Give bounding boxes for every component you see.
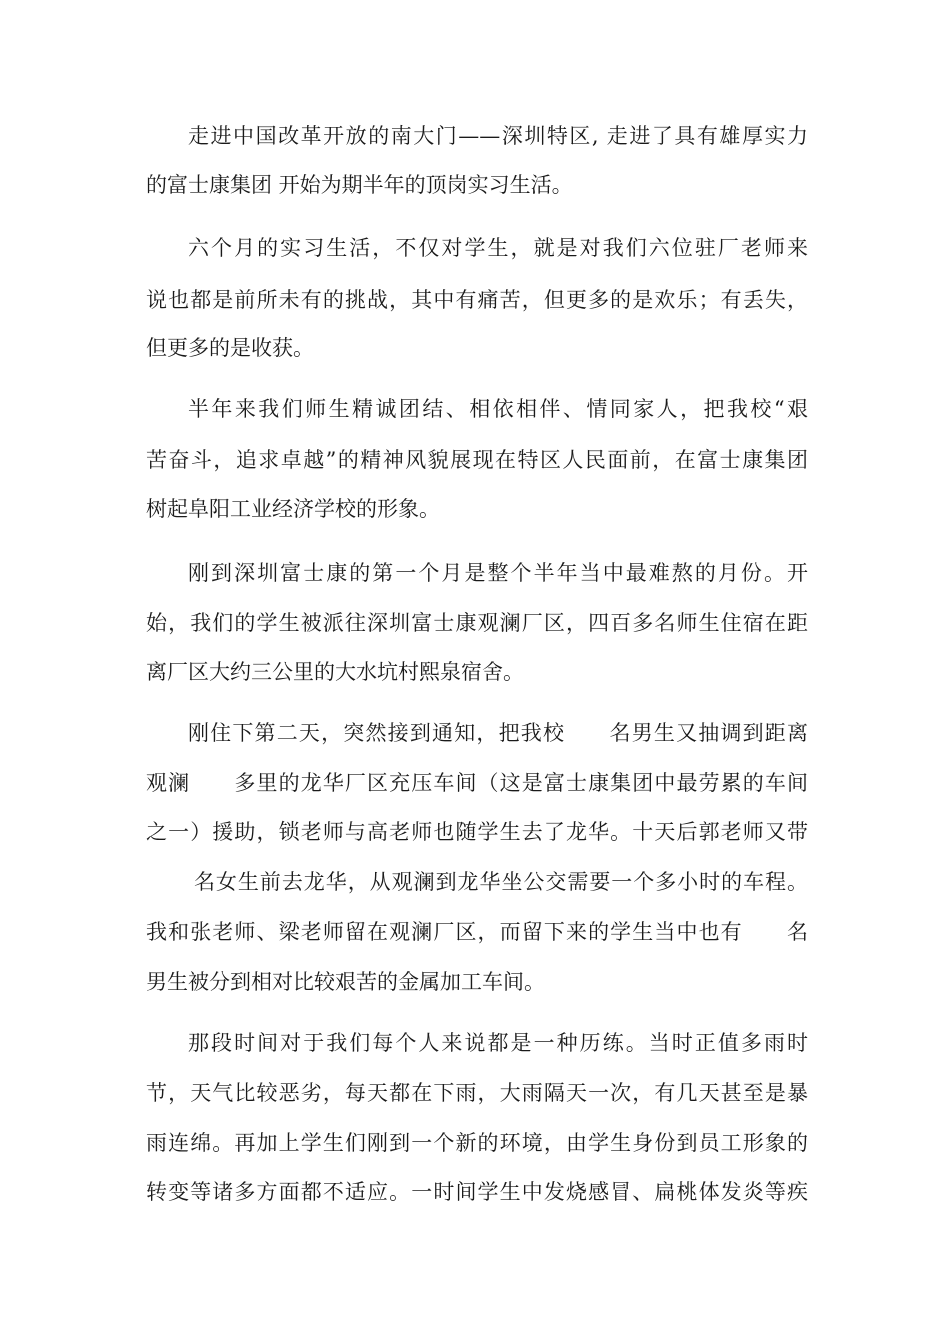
paragraph-5-line-5: 我和张老师、梁老师留在观澜厂区，而留下来的学生当中也有 名	[146, 920, 808, 944]
paragraph-1-line-2: 的富士康集团 开始为期半年的顶岗实习生活。	[146, 173, 573, 197]
paragraph-2-line-2: 说也都是前所未有的挑战，其中有痛苦，但更多的是欢乐；有丢失，	[146, 288, 808, 312]
paragraph-6-line-3: 雨连绵。再加上学生们刚到一个新的环境，由学生身份到员工形象的	[146, 1131, 808, 1155]
paragraph-5-line-3: 之一）援助，锁老师与高老师也随学生去了龙华。十天后郭老师又带	[146, 820, 808, 844]
paragraph-2-line-1: 六个月的实习生活，不仅对学生，就是对我们六位驻厂老师来	[188, 236, 808, 260]
paragraph-6-line-4: 转变等诸多方面都不适应。一时间学生中发烧感冒、扁桃体发炎等疾	[146, 1180, 808, 1204]
paragraph-6-line-2: 节，天气比较恶劣，每天都在下雨，大雨隔天一次，有几天甚至是暴	[146, 1081, 808, 1105]
paragraph-5-line-1: 刚住下第二天，突然接到通知，把我校 名男生又抽调到距离	[188, 721, 808, 745]
paragraph-2-line-3: 但更多的是收获。	[146, 336, 314, 360]
paragraph-5-line-6: 男生被分到相对比较艰苦的金属加工车间。	[146, 970, 545, 994]
paragraph-5-line-4: 名女生前去龙华，从观澜到龙华坐公交需要一个多小时的车程。	[172, 870, 808, 894]
paragraph-3-line-3: 树起阜阳工业经济学校的形象。	[146, 497, 440, 521]
paragraph-4-line-1: 刚到深圳富士康的第一个月是整个半年当中最难熬的月份。开	[188, 561, 808, 585]
paragraph-1-line-1: 走进中国改革开放的南大门——深圳特区, 走进了具有雄厚实力	[188, 124, 808, 148]
paragraph-3-line-2: 苦奋斗，追求卓越”的精神风貌展现在特区人民面前，在富士康集团	[146, 448, 808, 472]
paragraph-4-line-2: 始，我们的学生被派往深圳富士康观澜厂区，四百多名师生住宿在距	[146, 611, 808, 635]
paragraph-6-line-1: 那段时间对于我们每个人来说都是一种历练。当时正值多雨时	[188, 1031, 808, 1055]
paragraph-3-line-1: 半年来我们师生精诚团结、相依相伴、情同家人，把我校“艰	[188, 397, 808, 421]
paragraph-4-line-3: 离厂区大约三公里的大水坑村熙泉宿舍。	[146, 660, 524, 684]
paragraph-5-line-2: 观澜 多里的龙华厂区充压车间（这是富士康集团中最劳累的车间	[146, 771, 808, 795]
